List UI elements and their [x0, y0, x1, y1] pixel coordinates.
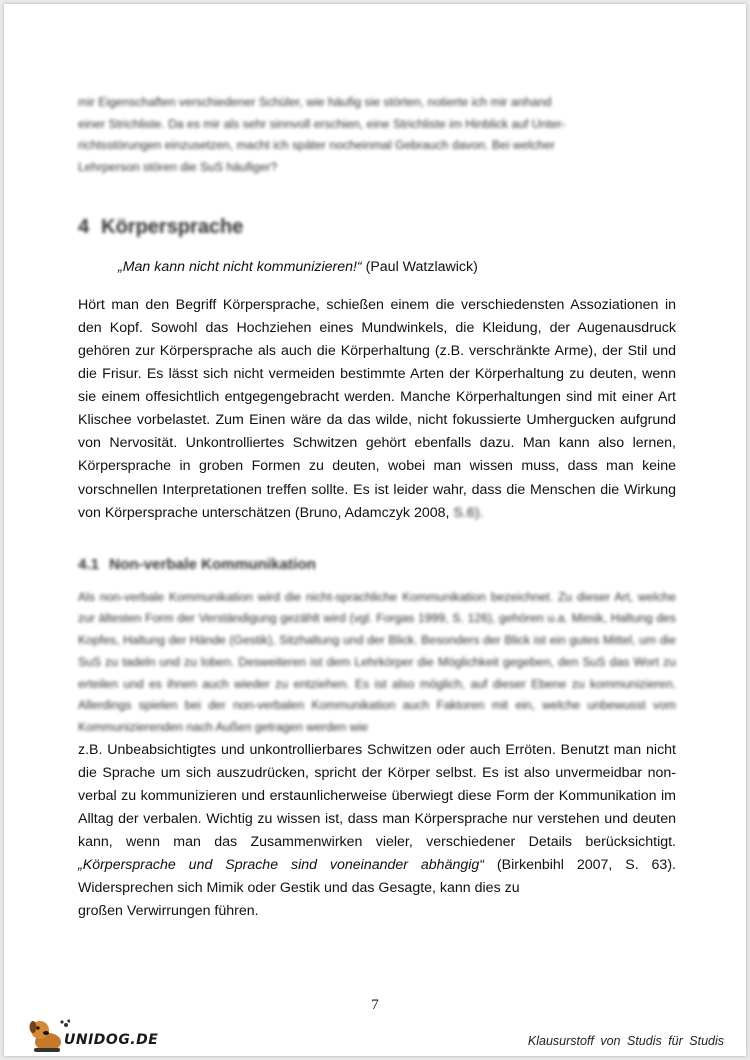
section-heading: [78, 215, 676, 239]
subsection-number: 4.1: [78, 555, 100, 573]
intro-line: richtsstörungen einzusetzen, macht ich später nocheinmal Gebrauch davon. Bei welcher: [78, 138, 555, 153]
logo-text: UNIDOG.DE: [64, 1032, 159, 1048]
page-number: 7: [371, 997, 379, 1013]
page-content: [78, 92, 676, 923]
quote-source: (Paul Watzlawick): [365, 258, 478, 275]
nonverbal-text: z.B. Unbeabsichtigtes und unkontrollierbares Schwitzen oder auch Erröten. Benutzt man nicht die Sprache um sich auszudrücken, spricht der Körper selbst. Es ist also unvermeidbar non-verbal zu kommunizieren und erstaunlicherweise überwiegt diese Form der Kommunikation im Alltag der verbalen. Wichtig zu wissen ist, dass man Körpersprache nur verstehen und deuten kann, wenn man das Zusammenwirken vieler, verschiedener Details berücksichtigt.: [78, 741, 676, 851]
section-title: Körpersprache: [101, 215, 244, 238]
body-paragraph-tail: S.6).: [453, 504, 484, 521]
nonverbal-quote: „Körpersprache und Sprache sind voneinander abhängig“: [78, 857, 485, 874]
unidog-logo[interactable]: [26, 1015, 161, 1055]
epigraph-quote: [118, 257, 676, 277]
nonverbal-last-line: großen Verwirrungen führen.: [78, 903, 259, 920]
nonverbal-paragraph-blurred: Als non-verbale Kommunikation wird die nicht-sprachliche Kommunikation bezeichnet. Zu dieser Art, welche zur ältesten Form der Verständigung gezählt wird (vgl. Forgas 1999, S. 126), gehören u.a. Mimik, Haltung des Kopfes, Haltung der Hände (Gestik), Sitzhaltung und der Blick. Besonders der Blick ist ein gutes Mittel, um die SuS zu tadeln und zu loben. Desweiteren ist dem Lehrkörper die Möglichkeit gegeben, den SuS das Wort zu erteilen und es ihnen auch wieder zu entziehen. Es ist also möglich, auf dieser Ebene zu kommunizieren. Allerdings spielen bei der non-verbalen Kommunikation auch Faktoren mit ein, welche unbewusst vom Kommunizierenden nach Außen getragen werden wie: [78, 589, 676, 734]
nonverbal-citation: (Birkenbihl 2007, S. 63). Widersprechen sich Mimik oder Gestik und das Gesagte, kann dies zu: [78, 857, 676, 897]
body-paragraph: [78, 294, 676, 525]
intro-paragraph: [78, 92, 676, 179]
document-page: [4, 4, 746, 1056]
nonverbal-paragraph: [78, 739, 676, 901]
body-paragraph-text: Hört man den Begriff Körpersprache, schießen einem die verschiedensten Assoziationen in den Kopf. Sowohl das Hochziehen eines Mundwinkels, die Kleidung, der Augenausdruck gehören zur Körpersprache als auch die Körperhaltung (z.B. verschränkte Arme), der Stil und die Frisur. Es lässt sich nicht vermeiden bestimmte Arten der Körperhaltung zu deuten, wenn sie einem offesichtlich entgegengebracht werden. Manche Körperhaltungen sind mit einer Art Klischee vorbelastet. Zum Einen wäre da das wilde, nicht fokussierte Umhergucken aufgrund von Nervosität. Unkontrolliertes Schwitzen gehört ebenfalls dazu. Man kann also lernen, Körpersprache in groben Formen zu deuten, wobei man wissen muss, dass man keine vorschnellen Interpretationen treffen sollte. Es ist leider wahr, dass die Menschen die Wirkung von Körpersprache unterschätzen (Bruno, Adamczyk 2008,: [78, 296, 676, 521]
subsection-heading: [78, 555, 676, 575]
footer-tagline: Klausurstoff von Studis für Studis: [527, 1034, 724, 1048]
intro-line: einer Strichliste. Da es mir als sehr sinnvoll erschien, eine Strichliste im Hinblick auf Unter-: [78, 116, 566, 131]
quote-text: „Man kann nicht nicht kommunizieren!“: [118, 258, 362, 275]
intro-line: mir Eigenschaften verschiedener Schüler, wie häufig sie störten, notierte ich mir anhand: [78, 95, 552, 109]
section-number: 4: [78, 215, 90, 238]
intro-line: Lehrperson stören die SuS häufiger?: [78, 160, 278, 175]
subsection-title: Non-verbale Kommunikation: [109, 555, 316, 573]
